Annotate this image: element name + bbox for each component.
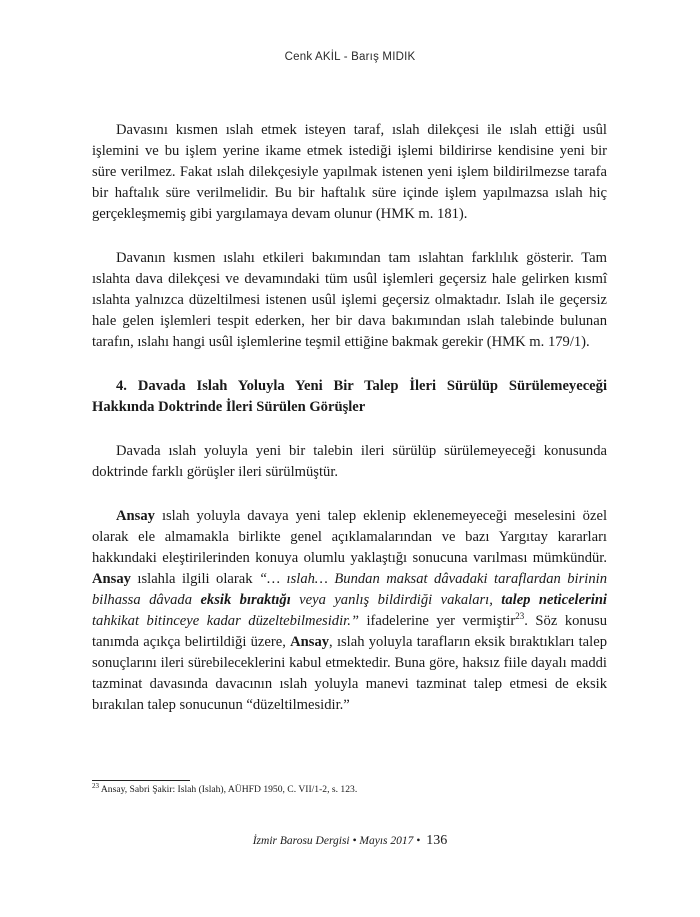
paragraph-1: Davasını kısmen ıslah etmek isteyen taraf, ıslah dilekçesi ile ıslah ettiği usûl işlemini ve bu işlem yerine ikame etmek istediği işlemi bildirirse kendisine yeni bir süre verilmez. Fakat ıslah dilekçesiyle yapılmak istenen yeni işlem bildirilmezse tarafa bir haftalık süre verilmelidir. Bu bir haftalık süre içinde işlem yapılmazsa ıslah hiç gerçekleşmemiş gibi yargılamaya devam olunur (HMK m. 181). [92,122,607,222]
journal-name: İzmir Barosu Dergisi • Mayıs 2017 • [252,835,421,847]
quotation: veya yanlış bildirdiği vakaları, [290,592,502,608]
quotation: “… ıslah… Bundan maksat dâvadaki taraflardan birinin bilhassa dâvada [92,571,607,608]
text-run: , ıslah yoluyla tarafların eksik bıraktıkları talep sonuçlarını ileri sürebileceklerini kabul etmektedir. Buna göre, haksız fiile dayalı maddi tazminat davasında davacının ıslah yoluyla manevi tazminat talep etmesi de eksik bırakılan talep sonucunun “düzeltilmesidir.” [92,634,607,713]
section-heading: 4. Davada Islah Yoluyla Yeni Bir Talep İleri Sürülüp Sürülemeyeceği Hakkında Doktrinde İleri Sürülen Görüşler [92,378,607,415]
author-name: Ansay [92,571,131,587]
paragraph-2: Davanın kısmen ıslahı etkileri bakımından tam ıslahtan farklılık gösterir. Tam ıslahta dava dilekçesi ve devamındaki tüm usûl işlemleri geçersiz hale gelirken kısmî ıslahta yalnızca düzeltilmesi istenen usûl işlemi geçersiz olmaktadır. Islah ile geçersiz hale gelen işlemleri tespit ederken, her bir dava bakımından ıslah talebinde bulunan tarafın, ıslahı hangi usûl işlemlerine teşmil ettiğine bakmak gerekir (HMK m. 179/1). [92,250,607,350]
page-footer [0,833,700,849]
running-header: Cenk AKİL - Barış MIDIK [284,51,416,63]
quotation-emphasis: eksik bıraktığı [200,592,291,608]
quotation: tahkikat bitinceye kadar düzeltebilmesidir.” [92,613,359,629]
paragraph-4 [92,506,607,716]
author-name: Ansay [290,634,330,650]
page-number: 136 [426,833,448,848]
footnote-text: Ansay, Sabri Şakir: Islah (Islah), AÜHFD 1950, C. VII/1-2, s. 123. [99,784,358,795]
footnote-number: 23 [92,781,99,790]
quotation-emphasis: talep neticelerini [501,592,607,608]
text-run: ifadelerine yer vermiştir [358,613,516,629]
text-run: ıslah yoluyla davaya yeni talep eklenip eklenemeyeceği meselesini özel olarak ele almamakla birlikte genel açıklamalarından ve bazı Yargıtay kararları hakkındaki eleştirilerinden konuya olumlu yaklaştığı sonucuna varılması mümkündür. [92,508,607,566]
footnote-divider [92,780,190,781]
text-run: . Söz konusu tanımda açıkça belirtildiği üzere, [92,613,607,650]
text-run: ıslahla ilgili olarak [130,571,259,587]
author-name: Ansay [116,508,155,524]
footnote-reference[interactable]: 23 [515,611,525,622]
footnote [92,781,607,795]
paragraph-3: Davada ıslah yoluyla yeni bir talebin ileri sürülüp sürülemeyeceği konusunda doktrinde farklı görüşler ileri sürülmüştür. [92,443,607,480]
body-text [92,120,607,716]
